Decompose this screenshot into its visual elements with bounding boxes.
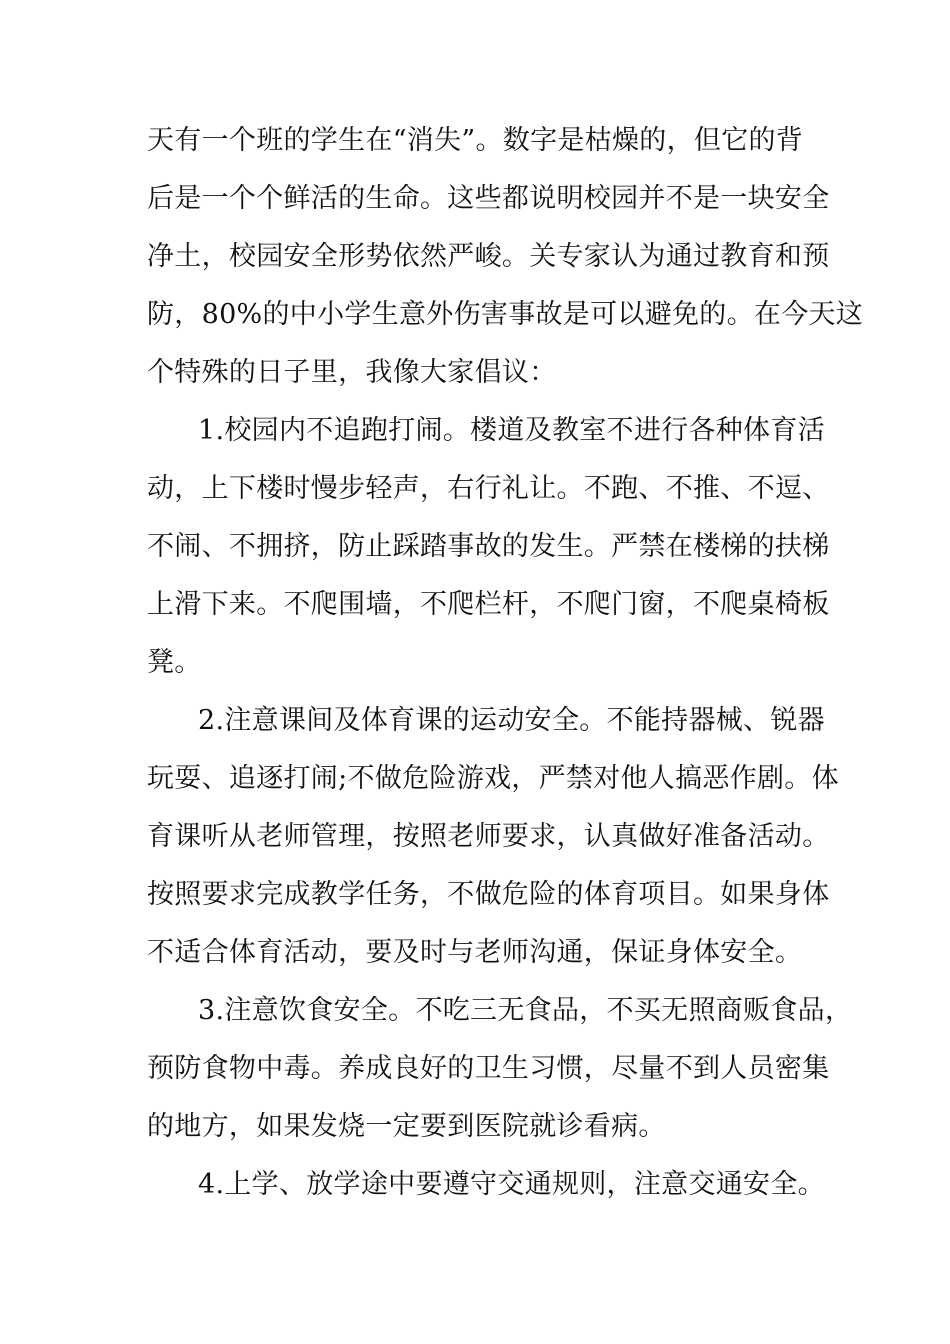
text-line: 的地方，如果发烧一定要到医院就诊看病。: [147, 1111, 666, 1142]
text-line: 凳。: [147, 647, 202, 678]
text-line: 个特殊的日子里，我像大家倡议：: [147, 357, 557, 388]
text-line: 防，80%的中小学生意外伤害事故是可以避免的。在今天这: [147, 299, 864, 330]
text-line: 不闹、不拥挤，防止踩踏事故的发生。严禁在楼梯的扶梯: [147, 531, 830, 562]
paragraph-3-first-line: 3.注意饮食安全。不吃三无食品，不买无照商贩食品，: [198, 995, 853, 1026]
paragraph-2-first-line: 2.注意课间及体育课的运动安全。不能持器械、锐器: [198, 705, 825, 736]
text-line: 不适合体育活动，要及时与老师沟通，保证身体安全。: [147, 937, 803, 968]
text-line: 净土，校园安全形势依然严峻。关专家认为通过教育和预: [147, 241, 830, 272]
text-line: 按照要求完成教学任务，不做危险的体育项目。如果身体: [147, 879, 830, 910]
text-line: 上滑下来。不爬围墙，不爬栏杆，不爬门窗，不爬桌椅板: [147, 589, 830, 620]
text-line: 玩耍、追逐打闹;不做危险游戏，严禁对他人搞恶作剧。体: [147, 763, 839, 794]
paragraph-4-first-line: 4.上学、放学途中要遵守交通规则，注意交通安全。: [198, 1169, 825, 1200]
text-line: 后是一个个鲜活的生命。这些都说明校园并不是一块安全: [147, 183, 830, 214]
text-line: 天有一个班的学生在“消失”。数字是枯燥的，但它的背: [147, 125, 804, 156]
text-line: 育课听从老师管理，按照老师要求，认真做好准备活动。: [147, 821, 830, 852]
text-line: 预防食物中毒。养成良好的卫生习惯，尽量不到人员密集: [147, 1053, 830, 1084]
text-line: 动，上下楼时慢步轻声，右行礼让。不跑、不推、不逗、: [147, 473, 830, 504]
paragraph-1-first-line: 1.校园内不追跑打闹。楼道及教室不进行各种体育活: [198, 415, 825, 446]
